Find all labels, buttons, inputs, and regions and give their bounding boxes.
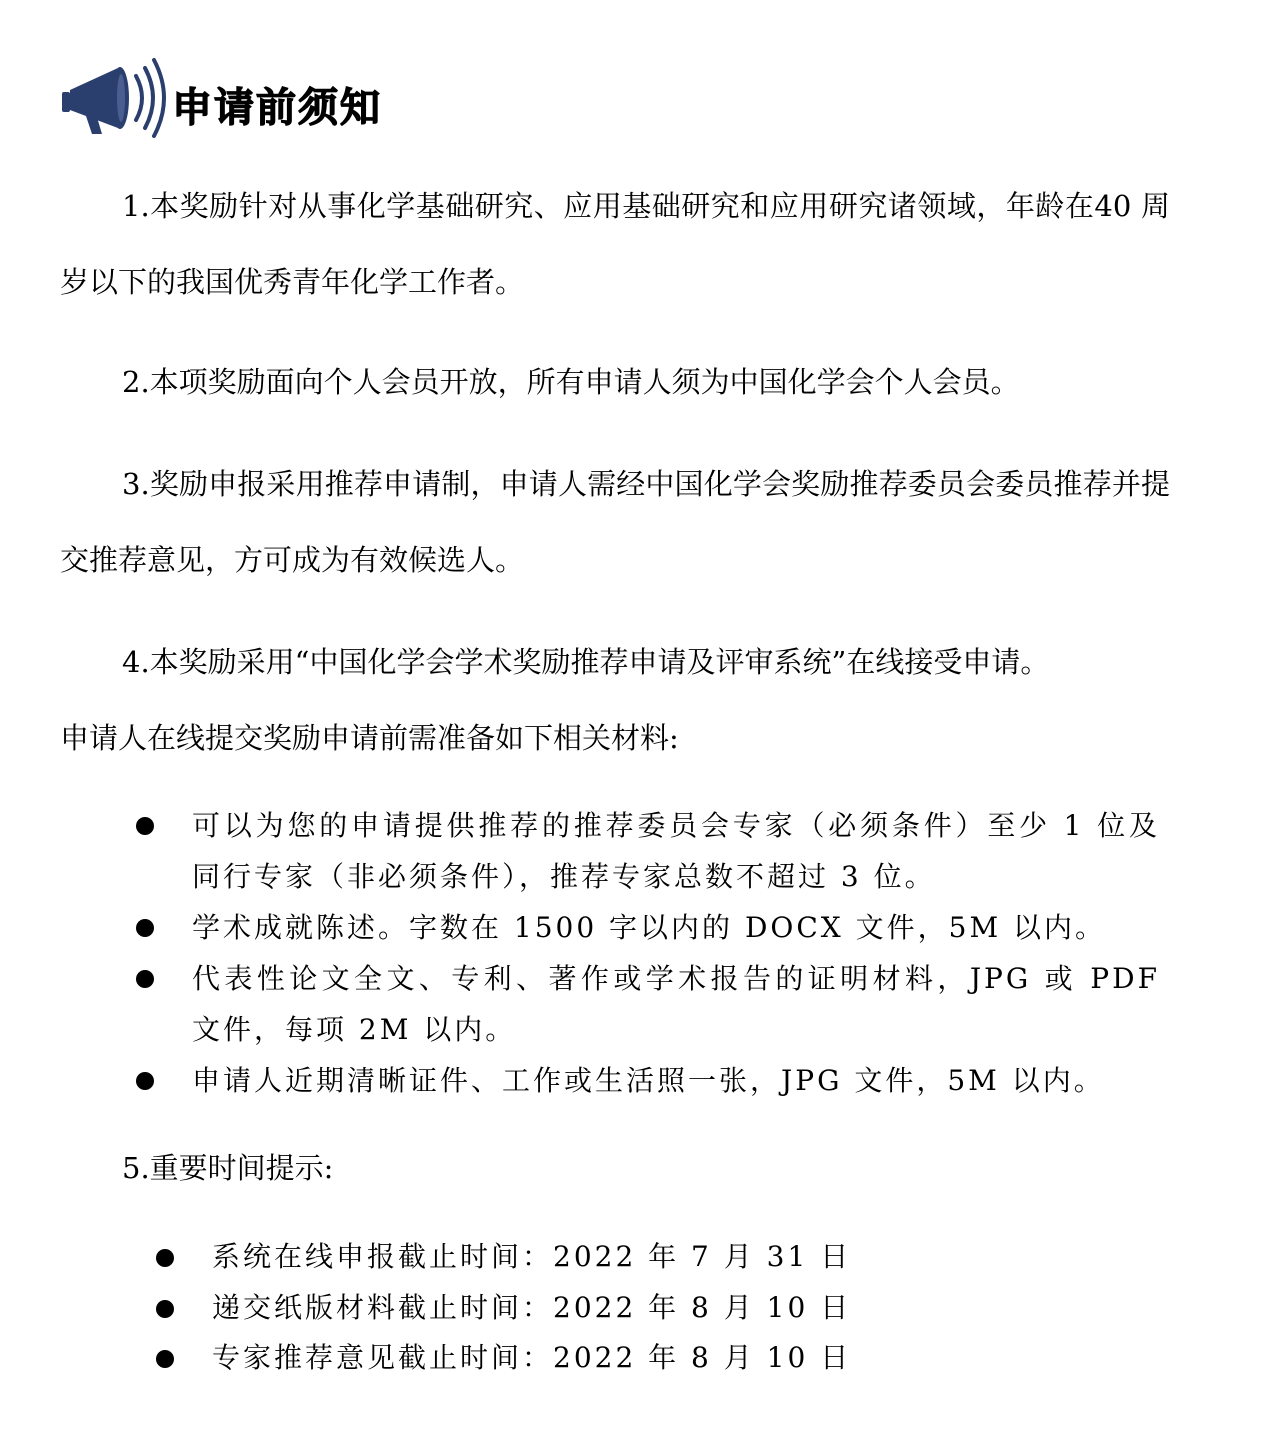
bullet-icon: [136, 970, 154, 988]
deadline-text: 系统在线申报截止时间：2022 年 7 月 31 日: [212, 1240, 852, 1273]
list-item: [130, 800, 1160, 902]
material-text: 申请人近期清晰证件、工作或生活照一张，JPG 文件，5M 以内。: [192, 1064, 1105, 1097]
deadline-list: [150, 1232, 851, 1384]
notice-item-2: 2.本项奖励面向个人会员开放，所有申请人须为中国化学会个人会员。: [122, 365, 1020, 399]
deadline-text: 递交纸版材料截止时间：2022 年 8 月 10 日: [212, 1290, 852, 1324]
notice-item-3: 3.奖励申报采用推荐申请制，申请人需经中国化学会奖励推荐委员会委员推荐并提交推荐意见，方可成为有效候选人。: [60, 467, 1170, 577]
materials-intro: 申请人在线提交奖励申请前需准备如下相关材料:: [60, 721, 679, 755]
list-item: [150, 1232, 851, 1283]
list-item: [150, 1283, 851, 1334]
list-item: [130, 1055, 1160, 1106]
notice-item-1: 1.本奖励针对从事化学基础研究、应用基础研究和应用研究诸领域，年龄在40 周岁以下的我国优秀青年化学工作者。: [60, 189, 1170, 299]
bullet-icon: [156, 1249, 174, 1267]
notice-header: [58, 52, 382, 142]
notice-item-4: 4.本奖励采用“中国化学会学术奖励推荐申请及评审系统”在线接受申请。: [122, 645, 1050, 679]
bullet-icon: [136, 1072, 154, 1090]
page-title: 申请前须知: [172, 84, 382, 131]
material-text: 学术成就陈述。字数在 1500 字以内的 DOCX 文件，5M 以内。: [192, 911, 1107, 944]
material-text: 可以为您的申请提供推荐的推荐委员会专家（必须条件）至少 1 位及同行专家（非必须条件），推荐专家总数不超过 3 位。: [192, 809, 1160, 893]
list-item: [130, 902, 1160, 953]
bullet-icon: [156, 1300, 174, 1318]
bullet-icon: [156, 1350, 174, 1368]
list-item: [150, 1333, 851, 1384]
materials-list: [130, 800, 1160, 1106]
bullet-icon: [136, 919, 154, 937]
bullet-icon: [136, 817, 154, 835]
time-heading: 5.重要时间提示:: [122, 1151, 334, 1185]
material-text: 代表性论文全文、专利、著作或学术报告的证明材料，JPG 或 PDF 文件，每项 2M 以内。: [192, 962, 1160, 1046]
megaphone-icon: [58, 54, 170, 140]
deadline-text: 专家推荐意见截止时间：2022 年 8 月 10 日: [212, 1341, 852, 1374]
list-item: [130, 953, 1160, 1055]
